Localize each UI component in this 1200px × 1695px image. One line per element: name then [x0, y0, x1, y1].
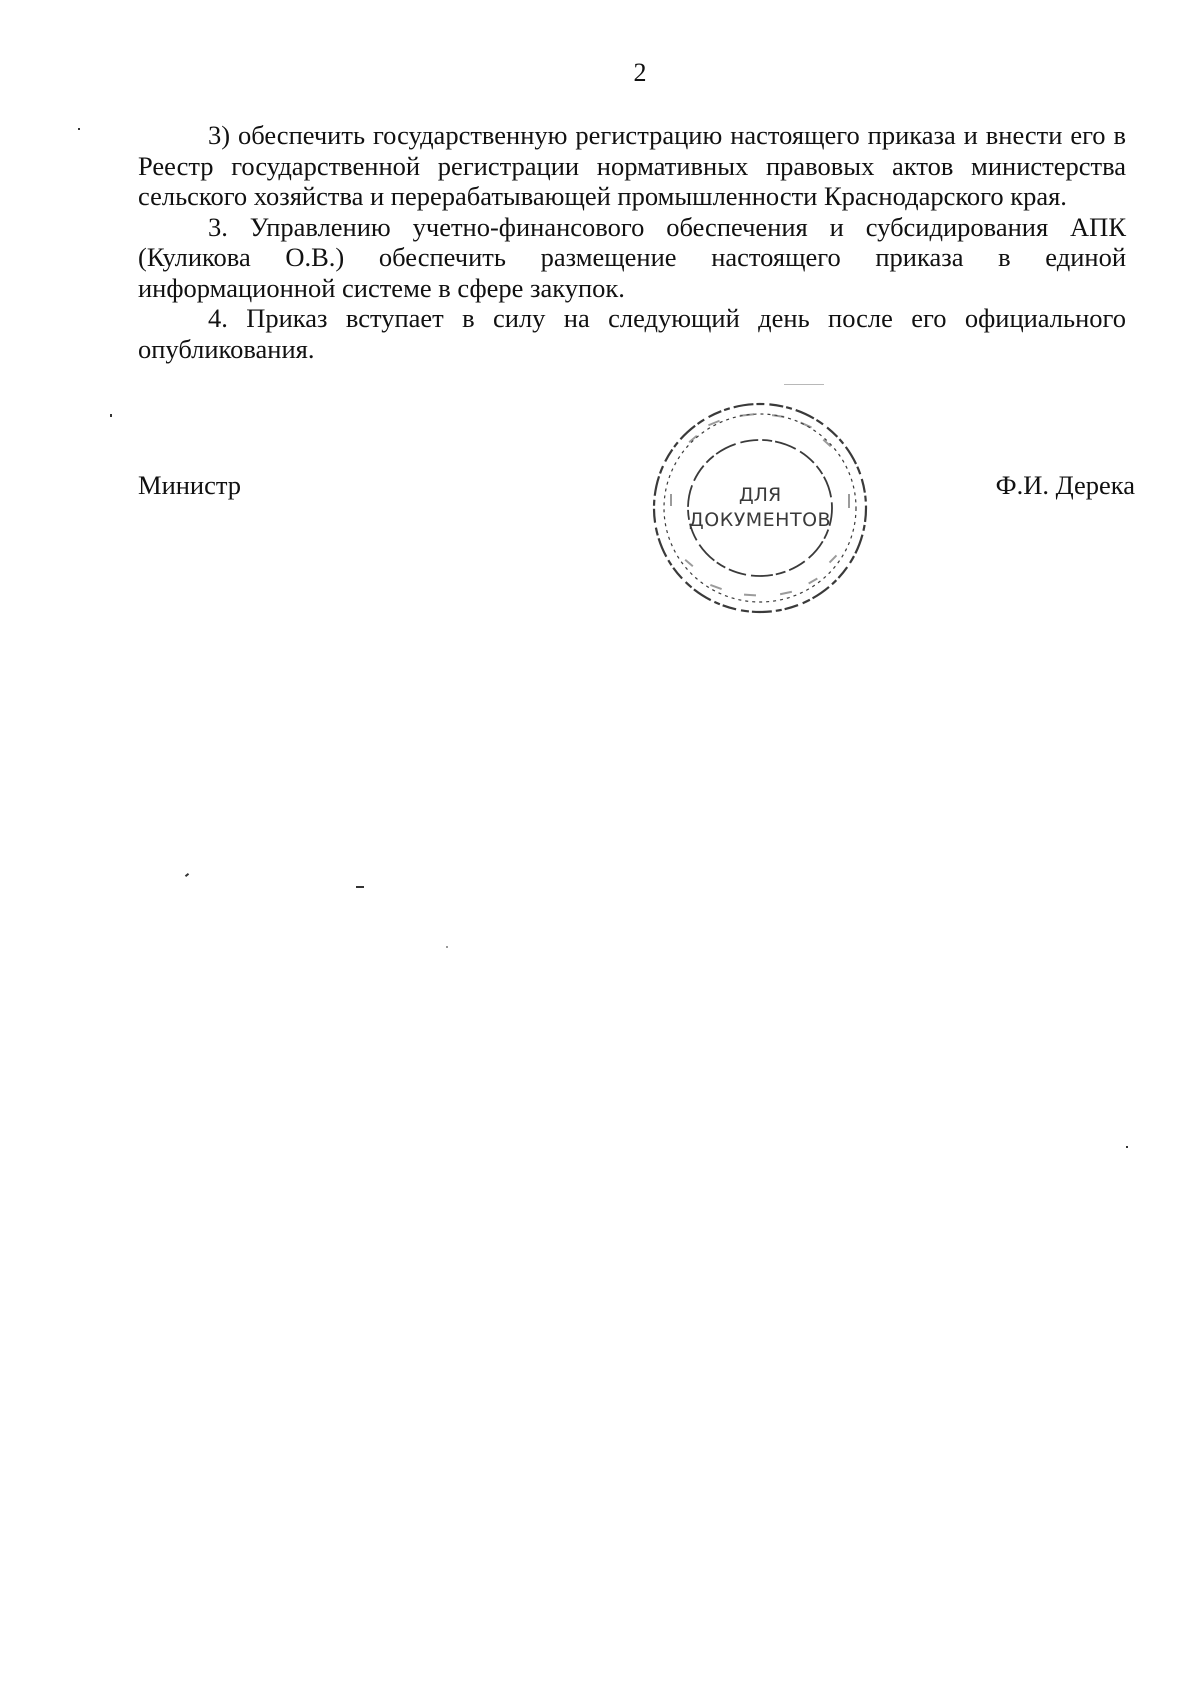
scan-speck [1126, 1146, 1128, 1148]
scan-speck [78, 128, 80, 130]
scan-speck [784, 384, 824, 385]
stamp-line-1: ДЛЯ [738, 484, 782, 506]
paragraph-item-4: 4. Приказ вступает в силу на следующий день после его официального опубликования. [138, 303, 1126, 364]
scan-speck [110, 414, 112, 417]
round-seal-icon [648, 398, 872, 618]
paragraph-item-3-subpoint: 3) обеспечить государственную регистрацию настоящего приказа и внести его в Реестр государственной регистрации нормативных правовых актов министерства сельского хозяйства и перерабатывающей промышленности Краснодарского края. [138, 120, 1126, 211]
scan-speck [185, 873, 189, 877]
page-number: 2 [633, 58, 647, 87]
document-body [138, 120, 1126, 364]
paragraph-item-3: 3. Управлению учетно-финансового обеспечения и субсидирования АПК (Куликова О.В.) обеспечить размещение настоящего приказа в единой информационной системе в сфере закупок. [138, 211, 1126, 303]
stamp-line-2: ДОКУМЕНТОВ [688, 509, 832, 531]
scan-speck [356, 886, 364, 888]
scan-speck [446, 946, 448, 948]
signatory-name: Ф.И. Дерека [995, 470, 1135, 500]
signatory-position: Министр [138, 470, 242, 500]
